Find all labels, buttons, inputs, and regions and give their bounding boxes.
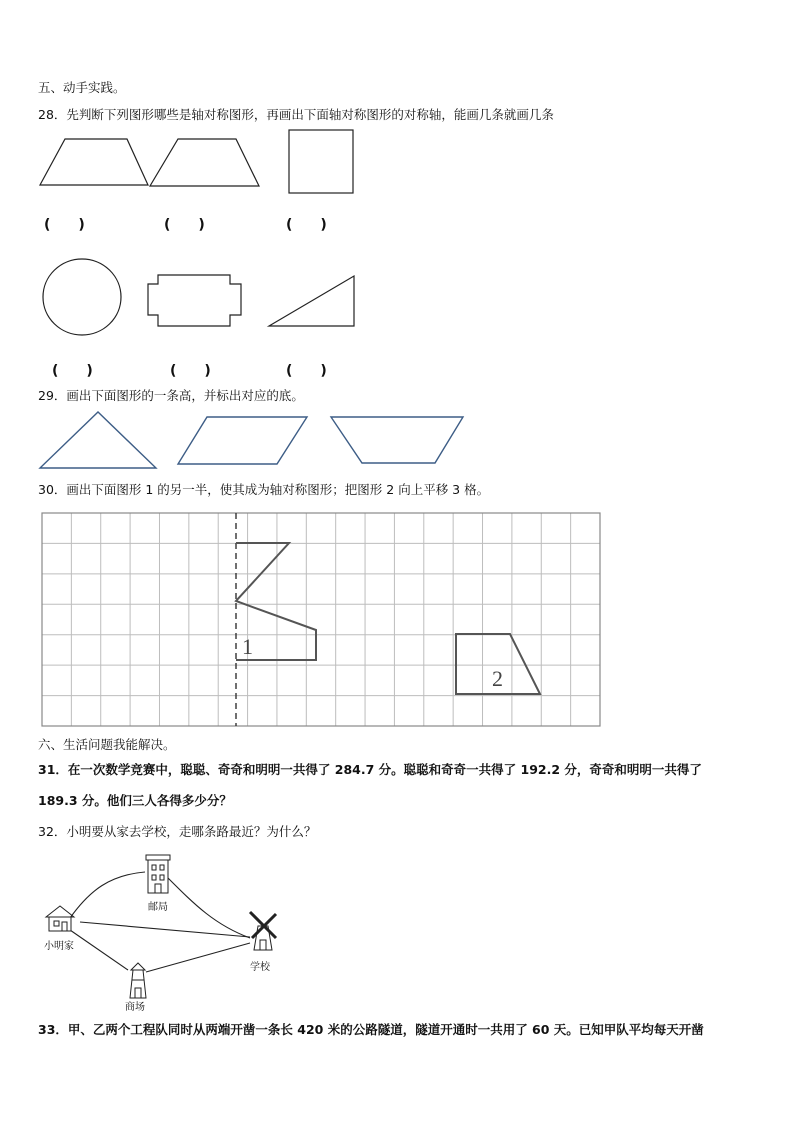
question-32-text: 32．小明要从家去学校，走哪条路最近？为什么？	[38, 824, 317, 839]
answer-paren-rectangle[interactable]: ( )	[286, 217, 327, 233]
q30-grid-figure	[40, 510, 602, 728]
blue-triangle-shape	[40, 412, 156, 468]
trapezoid-shape	[150, 139, 259, 186]
answer-paren-triangle[interactable]: ( )	[286, 363, 327, 379]
post-office-icon	[146, 855, 170, 893]
blue-parallelogram-shape	[178, 417, 307, 464]
answer-paren-parallelogram[interactable]: ( )	[44, 217, 85, 233]
route-mall-school	[146, 943, 250, 972]
school-label: 学校	[250, 962, 270, 973]
cross-shape	[148, 275, 241, 326]
q28-row1-shapes	[0, 125, 794, 205]
route-post-school	[168, 878, 250, 938]
home-icon	[46, 906, 74, 931]
answer-paren-trapezoid[interactable]: ( )	[164, 217, 205, 233]
route-home-post	[70, 872, 145, 918]
post-office-label: 邮局	[148, 902, 168, 913]
home-label: 小明家	[44, 941, 74, 952]
triangle-shape	[269, 276, 354, 326]
answer-paren-cross[interactable]: ( )	[170, 363, 211, 379]
route-home-school	[80, 922, 250, 937]
route-home-mall	[70, 930, 128, 970]
figure-1-label: 1	[242, 634, 253, 659]
rectangle-shape	[289, 130, 353, 193]
question-31-text-line2: 189.3 分。他们三人各得多少分？	[38, 793, 232, 808]
answer-paren-circle[interactable]: ( )	[52, 363, 93, 379]
school-icon	[250, 912, 276, 950]
question-30-text: 30．画出下面图形 1 的另一半，使其成为轴对称图形；把图形 2 向上平移 3 格。	[38, 482, 490, 497]
mall-icon	[130, 963, 146, 998]
parallelogram-shape	[40, 139, 148, 185]
question-29-text: 29．画出下面图形的一条高，并标出对应的底。	[38, 388, 304, 403]
circle-shape	[43, 259, 121, 335]
question-31-text-line1: 31．在一次数学竞赛中，聪聪、奇奇和明明一共得了 284.7 分。聪聪和奇奇一共得了 192.2 分，奇奇和明明一共得了	[38, 762, 702, 777]
mall-label: 商场	[125, 1002, 145, 1013]
q32-route-map	[0, 850, 794, 1020]
section-6-title: 六、生活问题我能解决。	[38, 737, 176, 752]
q29-shapes	[0, 405, 794, 475]
question-33-text: 33．甲、乙两个工程队同时从两端开凿一条长 420 米的公路隧道，隧道开通时一共用了 60 天。已知甲队平均每天开凿	[38, 1022, 704, 1037]
figure-2-label: 2	[492, 666, 503, 691]
section-5-title: 五、动手实践。	[38, 80, 126, 95]
question-28-text: 28．先判断下列图形哪些是轴对称图形，再画出下面轴对称图形的对称轴，能画几条就画几条	[38, 107, 554, 122]
q28-row2-shapes	[0, 255, 794, 345]
blue-trapezoid-shape	[331, 417, 463, 463]
